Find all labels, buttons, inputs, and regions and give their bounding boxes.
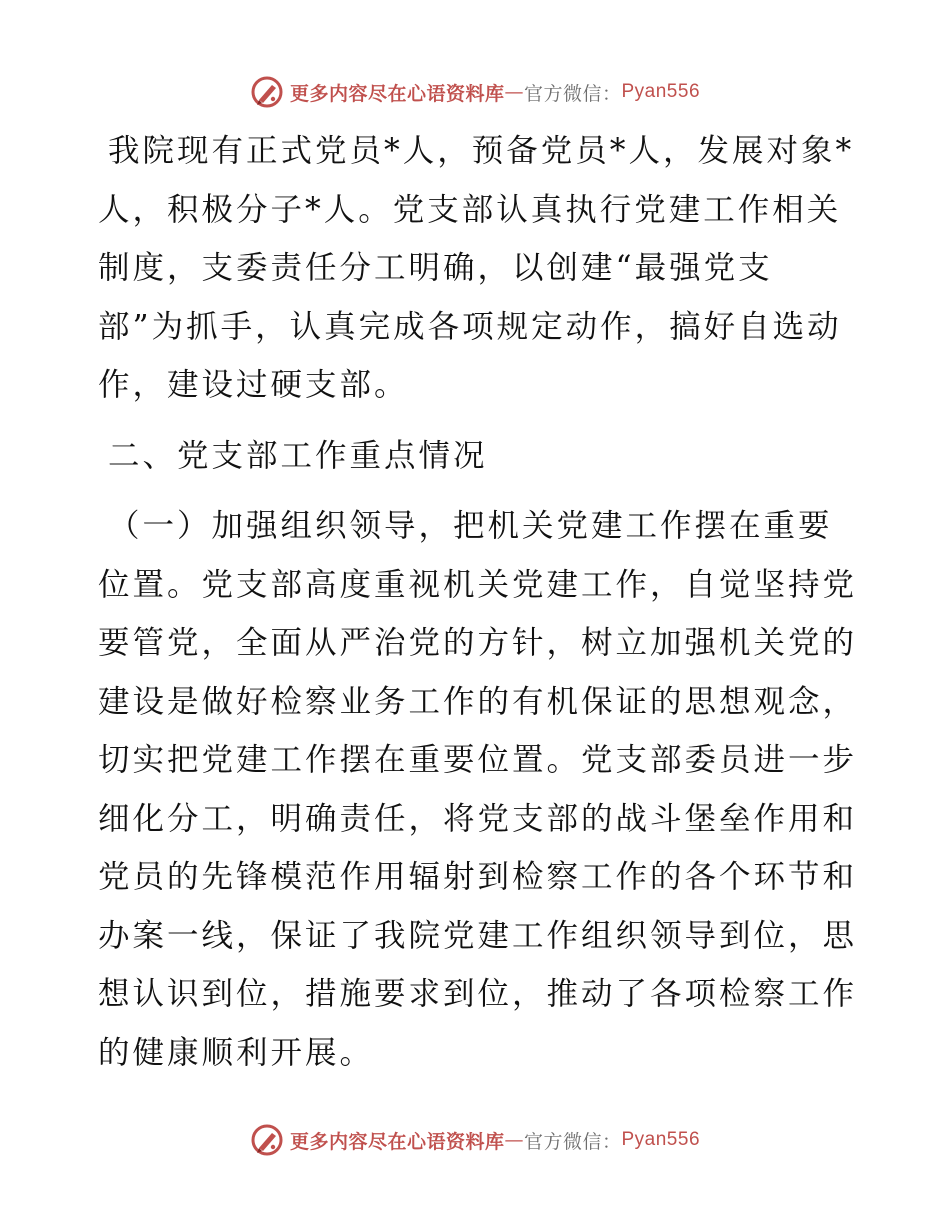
watermark-main-text: 更多内容尽在心语资料库 [289,82,505,105]
document-body [98,122,858,1082]
pen-logo-icon [250,1123,284,1157]
watermark-handle: Pyan556 [621,1129,701,1150]
watermark-separator: — [504,81,524,103]
watermark-main-text: 更多内容尽在心语资料库 [289,1130,505,1153]
section-heading: 二、党支部工作重点情况 [108,437,488,474]
header-watermark [0,72,950,112]
paragraph-leadership: （一）加强组织领导，把机关党建工作摆在重要位置。党支部高度重视机关党建工作，自觉坚持党要管党，全面从严治党的方针，树立加强机关党的建设是做好检察业务工作的有机保证的思想观念，切实把党建工作摆在重要位置。党支部委员进一步细化分工，明确责任，将党支部的战斗堡垒作用和党员的先锋模范作用辐射到检察工作的各个环节和办案一线，保证了我院党建工作组织领导到位，思想认识到位，措施要求到位，推动了各项检察工作的健康顺利开展。 [98,508,858,1071]
pen-logo-icon [250,75,284,109]
watermark-secondary-text: 官方微信： [523,1130,622,1153]
watermark-secondary-text: 官方微信： [523,82,622,105]
watermark-separator: — [504,1129,524,1151]
footer-watermark [0,1120,950,1160]
paragraph-members: 我院现有正式党员*人，预备党员*人，发展对象*人，积极分子*人。党支部认真执行党建工作相关制度，支委责任分工明确，以创建“最强党支部”为抓手，认真完成各项规定动作，搞好自选动作，建设过硬支部。 [98,133,855,403]
watermark-handle: Pyan556 [621,81,701,102]
